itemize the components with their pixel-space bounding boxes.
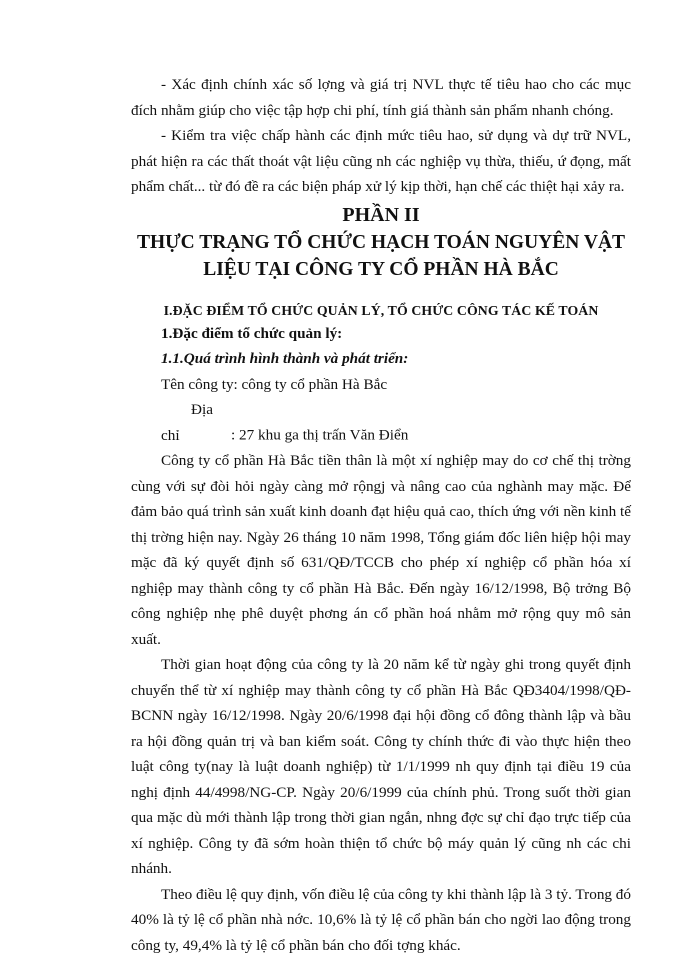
part-title-line-2: LIỆU TẠI CÔNG TY CỔ PHẦN HÀ BẮC (203, 258, 559, 280)
paragraph-capital: Theo điều lệ quy định, vốn điều lệ của công ty khi thành lập là 3 tỷ. Trong đó 40% là tỷ lệ cổ phần nhà nớc. 10,6% là tỷ lệ cổ phần bán cho ngời lao động trong công ty, 49,4% là tỷ lệ cổ phần bán cho đối tợng khác. (131, 885, 631, 954)
address-line (131, 397, 631, 448)
company-name-line: Tên công ty: công ty cổ phần Hà Bắc (161, 375, 388, 393)
paragraph-purpose-1: - Xác định chính xác số lợng và giá trị NVL thực tế tiêu hao cho các mục đích nhằm giúp cho việc tập hợp chi phí, tính giá thành sản phẩm nhanh chóng. (131, 76, 631, 119)
part-label: PHẦN II (342, 203, 420, 226)
section-heading: I.ĐẶC ĐIỂM TỔ CHỨC QUẢN LÝ, TỔ CHỨC CÔNG TÁC KẾ TOÁN (163, 302, 599, 318)
sub-subsection-heading: 1.1.Quá trình hình thành và phát triển: (161, 350, 409, 367)
paragraph-history: Công ty cổ phần Hà Bắc tiền thân là một xí nghiệp may do cơ chế thị trờng cùng với sự đòi hỏi ngày càng mở rộngj và nâng cao của nghành may mặc. Để đảm bảo quá trình sản xuất kinh doanh đạt hiệu quả cao, thích ứng với nền kinh tế thị trờng hiện nay. Ngày 26 tháng 10 năm 1998, Tổng giám đốc liên hiệp hội may mặc đã ký quyết định số 631/QĐ/TCCB cho phép xí nghiệp cổ phần hóa xí nghiệp may thành công ty cổ phần Hà Bắc. Đến ngày 16/12/1998, Bộ trởng Bộ công nghiệp nhẹ phê duyệt phơng án cổ phần hoá nhằm mở rộng quy mô sản xuất. (131, 452, 631, 648)
address-value: : 27 khu ga thị trấn Văn Điển (231, 426, 409, 444)
subsection-heading: 1.Đặc điểm tổ chức quản lý: (161, 324, 343, 342)
address-label: Địa chỉ (161, 401, 213, 444)
paragraph-purpose-2: - Kiểm tra việc chấp hành các định mức tiêu hao, sử dụng và dự trữ NVL, phát hiện ra các thất thoát vật liệu cũng nh các nghiệp vụ thừa, thiếu, ứ đọng, mất phẩm chất... từ đó đề ra các biện pháp xử lý kịp thời, hạn chế các thiệt hại xảy ra. (131, 127, 631, 195)
document-body (131, 72, 631, 958)
paragraph-operation: Thời gian hoạt động của công ty là 20 năm kể từ ngày ghi trong quyết định chuyển thể từ xí nghiệp may thành công ty cổ phần Hà Bắc QĐ3404/1998/QĐ-BCNN ngày 16/12/1998. Ngày 20/6/1998 đại hội đồng cổ đông thành lập và bầu ra hội đồng quản trị và ban kiểm soát. Công ty chính thức đi vào thực hiện theo luật công ty(nay là luật doanh nghiệp) từ 1/1/1999 nh quy định tại điều 19 của nghị định 44/4998/NG-CP. Ngày 20/6/1999 của chính phủ. Trong suốt thời gian qua mặc dù mới thành lập trong thời gian ngắn, nhng đợc sự chỉ đạo trực tiếp của xí nghiệp. Công ty đã sớm hoàn thiện tổ chức bộ máy quản lý cũng nh các chi nhánh. (131, 656, 631, 877)
part-title-line-1: THỰC TRẠNG TỔ CHỨC HẠCH TOÁN NGUYÊN VẬT (136, 231, 626, 253)
